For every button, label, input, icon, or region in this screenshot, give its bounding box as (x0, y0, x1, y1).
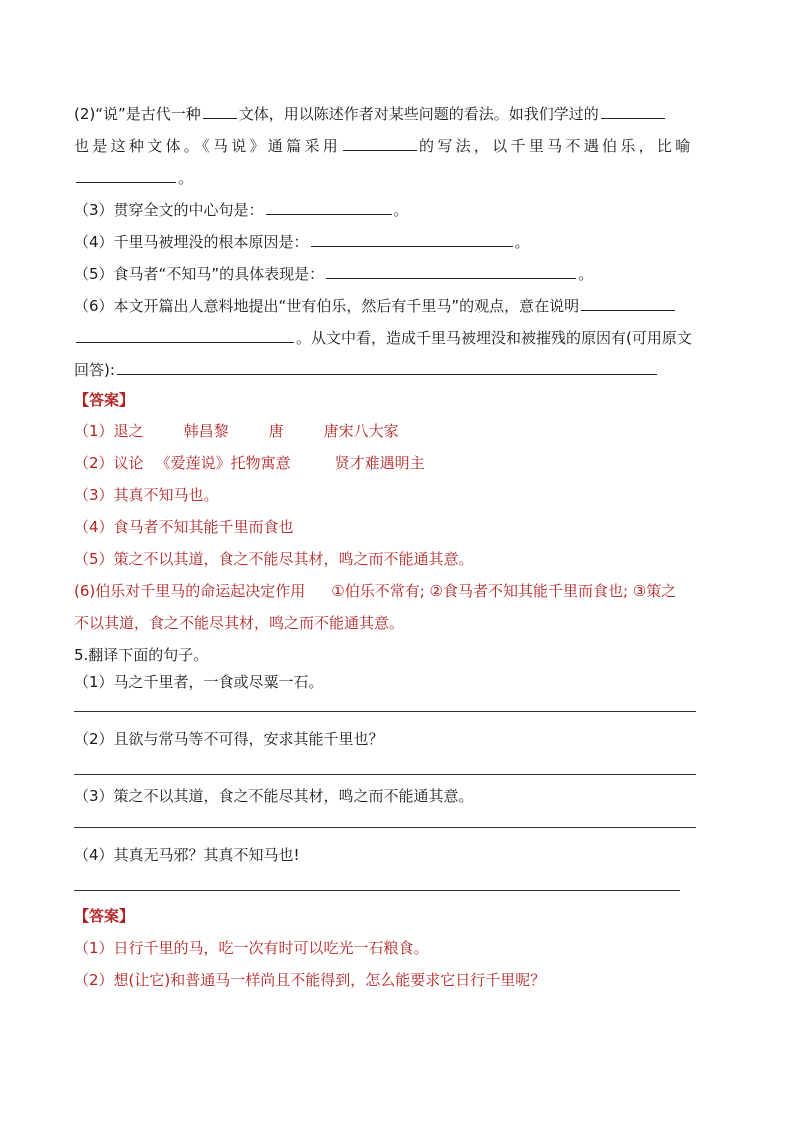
question-2-line-1: (2)“说”是古代一种 文体，用以陈述作者对某些问题的看法。如我们学过的 (74, 102, 667, 124)
answer-2: （2）议论 《爱莲说》托物寓意 贤才难遇明主 (74, 454, 425, 472)
answer-label-2: 【答案】 (74, 907, 135, 925)
blank-field[interactable] (343, 134, 417, 151)
question-3: （3）贯穿全文的中心句是： 。 (74, 198, 409, 220)
question-6-line-3: 回答): (74, 358, 659, 380)
question-5: （5）食马者“不知马”的具体表现是： 。 (74, 262, 593, 284)
sentence-4: （4）其真无马邪？其真不知马也! (74, 846, 300, 864)
blank-field[interactable] (76, 326, 294, 343)
blank-field[interactable] (581, 294, 675, 311)
translation-answer-1: （1）日行千里的马，吃一次有时可以吃光一石粮食。 (74, 939, 429, 957)
sentence-1: （1）马之千里者，一食或尽粟一石。 (74, 673, 324, 691)
answer-label: 【答案】 (74, 391, 135, 409)
question-4: （4）千里马被埋没的根本原因是： 。 (74, 230, 530, 252)
section-5-title: 5.翻译下面的句子。 (74, 646, 209, 664)
answer-line-2[interactable] (74, 774, 696, 775)
question-6-line-1: （6）本文开篇出人意料地提出“世有伯乐，然后有千里马”的观点，意在说明 (74, 294, 677, 316)
answer-4: （4）食马者不知其能千里而食也 (74, 518, 294, 536)
answer-line-3[interactable] (74, 827, 696, 828)
blank-field[interactable] (326, 262, 576, 279)
blank-field[interactable] (203, 102, 237, 119)
sentence-2: （2）且欲与常马等不可得，安求其能千里也？ (74, 730, 384, 748)
translation-answer-2: （2）想(让它)和普通马一样尚且不能得到，怎么能要求它日行千里呢？ (74, 971, 546, 989)
blank-field[interactable] (266, 198, 392, 215)
answer-6-line-1: (6)伯乐对千里马的命运起决定作用 ①伯乐不常有; ②食马者不知其能千里而食也; ③策之 (74, 582, 677, 600)
blank-field[interactable] (76, 166, 176, 183)
blank-field[interactable] (601, 102, 665, 119)
blank-field[interactable] (117, 358, 657, 375)
sentence-3: （3）策之不以其道，食之不能尽其材，鸣之而不能通其意。 (74, 787, 474, 805)
answer-line-4[interactable] (74, 890, 680, 891)
answer-3: （3）其真不知马也。 (74, 486, 219, 504)
question-2-line-2: 也是这种文体。《马说》通篇采用 的写法，以千里马不遇伯乐，比喻 (74, 134, 694, 156)
question-2-line-3: 。 (74, 166, 193, 188)
answer-line-1[interactable] (74, 711, 696, 712)
answer-5: （5）策之不以其道，食之不能尽其材，鸣之而不能通其意。 (74, 550, 474, 568)
question-6-line-2: 。从文中看，造成千里马被埋没和被摧残的原因有(可用原文 (74, 326, 692, 348)
blank-field[interactable] (311, 230, 513, 247)
answer-1: （1）退之 韩昌黎 唐 唐宋八大家 (74, 422, 399, 440)
answer-6-line-2: 不以其道，食之不能尽其材，鸣之而不能通其意。 (74, 614, 405, 632)
